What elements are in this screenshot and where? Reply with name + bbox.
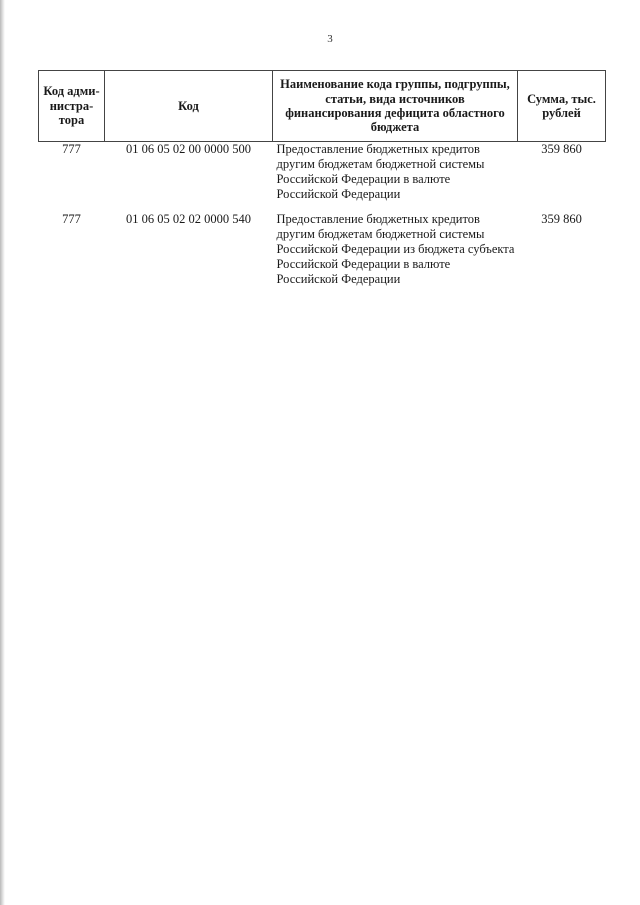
table-body — [39, 142, 606, 298]
cell-name: Предоставление бюджетных кредитов другим бюджетам бюджетной системы Российской Федерации в валюте Российской Федерации — [276, 142, 485, 201]
cell-name: Предоставление бюджетных кредитов другим бюджетам бюджетной системы Российской Федерации из бюджета субъекта Российской Федерации в валюте Российской Федерации — [276, 212, 515, 286]
table-header-row — [39, 71, 606, 142]
header-admin-code: Код адми-нистра-тора — [39, 71, 105, 142]
cell-sum: 359 860 — [541, 142, 582, 156]
header-name: Наименование кода группы, подгруппы, статьи, вида источников финансирования дефицита областного бюджета — [273, 71, 518, 142]
header-sum: Сумма, тыс. рублей — [518, 71, 606, 142]
table-row — [39, 212, 606, 297]
budget-sources-table — [38, 70, 606, 297]
table-row — [39, 142, 606, 213]
cell-sum: 359 860 — [541, 212, 582, 226]
cell-code: 01 06 05 02 02 0000 540 — [126, 212, 251, 226]
cell-code: 01 06 05 02 00 0000 500 — [126, 142, 251, 156]
cell-admin-code: 777 — [62, 212, 81, 226]
page-number: 3 — [327, 33, 333, 45]
scan-edge-shadow — [0, 0, 5, 905]
cell-admin-code: 777 — [62, 142, 81, 156]
header-code: Код — [105, 71, 273, 142]
table-header — [39, 71, 606, 142]
